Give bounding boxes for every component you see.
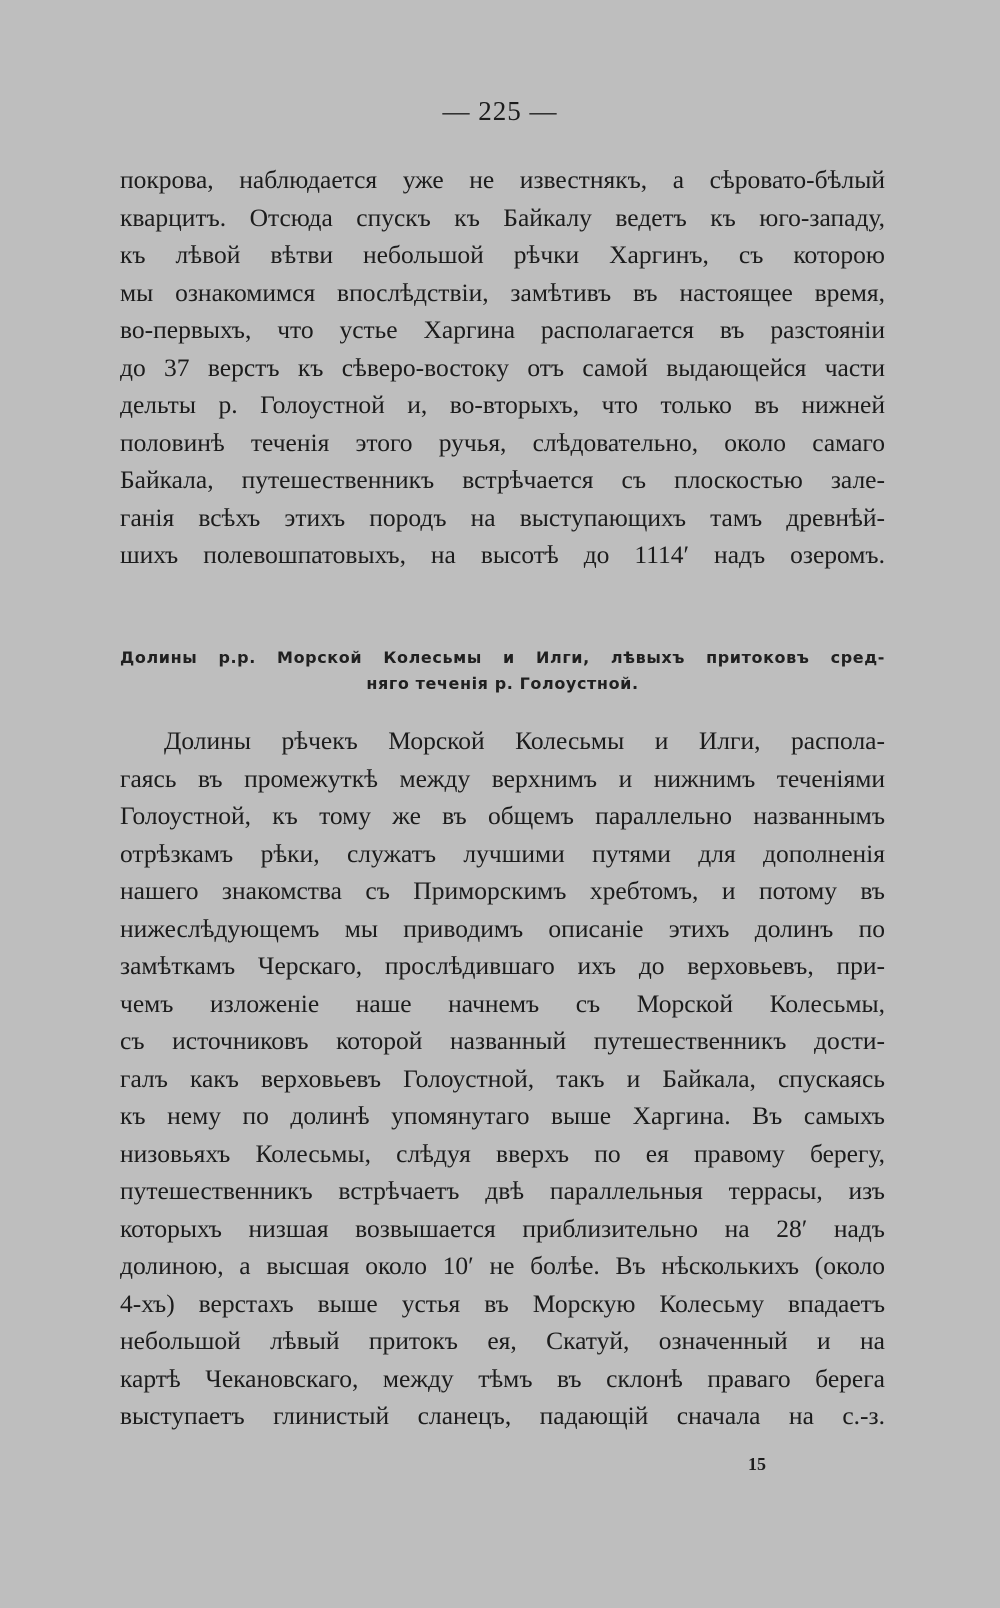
heading-line: Долины р.р. Морской Колесьмы и Илги, лѣвыхъ притоковъ сред- [120, 648, 885, 667]
text-line: картѣ Чекановскаго, между тѣмъ въ склонѣ праваго берега [120, 1363, 885, 1393]
text-line: кварцитъ. Отсюда спускъ къ Байкалу ведетъ къ юго-западу, [120, 202, 885, 232]
text-line: мы ознакомимся впослѣдствіи, замѣтивъ въ настоящее время, [120, 277, 885, 307]
text-line: до 37 верстъ къ сѣверо-востоку отъ самой выдающейся части [120, 352, 885, 382]
section-heading [120, 645, 885, 697]
text-line: во-первыхъ, что устье Харгина располагается въ разстояніи [120, 315, 885, 344]
text-line: долиною, а высшая около 10′ не болѣе. Въ нѣсколькихъ (около [120, 1251, 885, 1280]
text-line: замѣткамъ Черскаго, прослѣдившаго ихъ до верховьевъ, при- [120, 951, 885, 980]
text-line: низовьяхъ Колесьмы, слѣдуя вверхъ по ея правому берегу, [120, 1138, 885, 1168]
paragraph-1 [120, 161, 885, 574]
page-number: — 225 — [442, 96, 558, 126]
text-line: небольшой лѣвый притокъ ея, Скатуй, означенный и на [120, 1326, 885, 1355]
text-line: выступаетъ глинистый сланецъ, падающій сначала на с.-з. [120, 1401, 885, 1430]
text-line: отрѣзкамъ рѣки, служатъ лучшими путями для дополненія [120, 838, 885, 868]
text-line: шихъ полевошпатовыхъ, на высотѣ до 1114′ надъ озеромъ. [120, 540, 885, 569]
text-line: Голоустной, къ тому же въ общемъ параллельно названнымъ [120, 801, 885, 830]
text-line: гаясь въ промежуткѣ между верхнимъ и нижнимъ теченіями [120, 763, 885, 793]
signature-mark: 15 [748, 1454, 766, 1474]
text-line: Байкала, путешественникъ встрѣчается съ плоскостью зале- [120, 465, 885, 494]
paragraph-2 [120, 722, 885, 1435]
text-line: половинѣ теченія этого ручья, слѣдовательно, около самаго [120, 427, 885, 457]
text-line: 4-хъ) верстахъ выше устья въ Морскую Колесьму впадаетъ [120, 1288, 885, 1318]
text-line: Долины рѣчекъ Морской Колесьмы и Илги, распола- [164, 726, 885, 755]
text-line: нашего знакомства съ Приморскимъ хребтомъ, и потому въ [120, 876, 885, 905]
text-line: галъ какъ верховьевъ Голоустной, такъ и Байкала, спускаясь [120, 1063, 885, 1093]
text-line: къ нему по долинѣ упомянутаго выше Харгина. Въ самыхъ [120, 1101, 885, 1130]
text-line: нижеслѣдующемъ мы приводимъ описаніе этихъ долинъ по [120, 913, 885, 943]
text-line: дельты р. Голоустной и, во-вторыхъ, что только въ нижней [120, 390, 885, 419]
text-line: съ источниковъ которой названный путешественникъ дости- [120, 1026, 885, 1055]
text-line: къ лѣвой вѣтви небольшой рѣчки Харгинъ, съ которою [120, 240, 885, 269]
text-line: чемъ изложеніе наше начнемъ съ Морской Колесьмы, [120, 988, 885, 1018]
text-line: путешественникъ встрѣчаетъ двѣ параллельныя террасы, изъ [120, 1176, 885, 1205]
text-line: ганія всѣхъ этихъ породъ на выступающихъ тамъ древнѣй- [120, 502, 885, 532]
text-line: которыхъ низшая возвышается приблизительно на 28′ надъ [120, 1213, 885, 1243]
text-line: покрова, наблюдается уже не известнякъ, а сѣровато-бѣлый [120, 165, 885, 194]
heading-line: няго теченія р. Голоустной. [366, 674, 639, 693]
